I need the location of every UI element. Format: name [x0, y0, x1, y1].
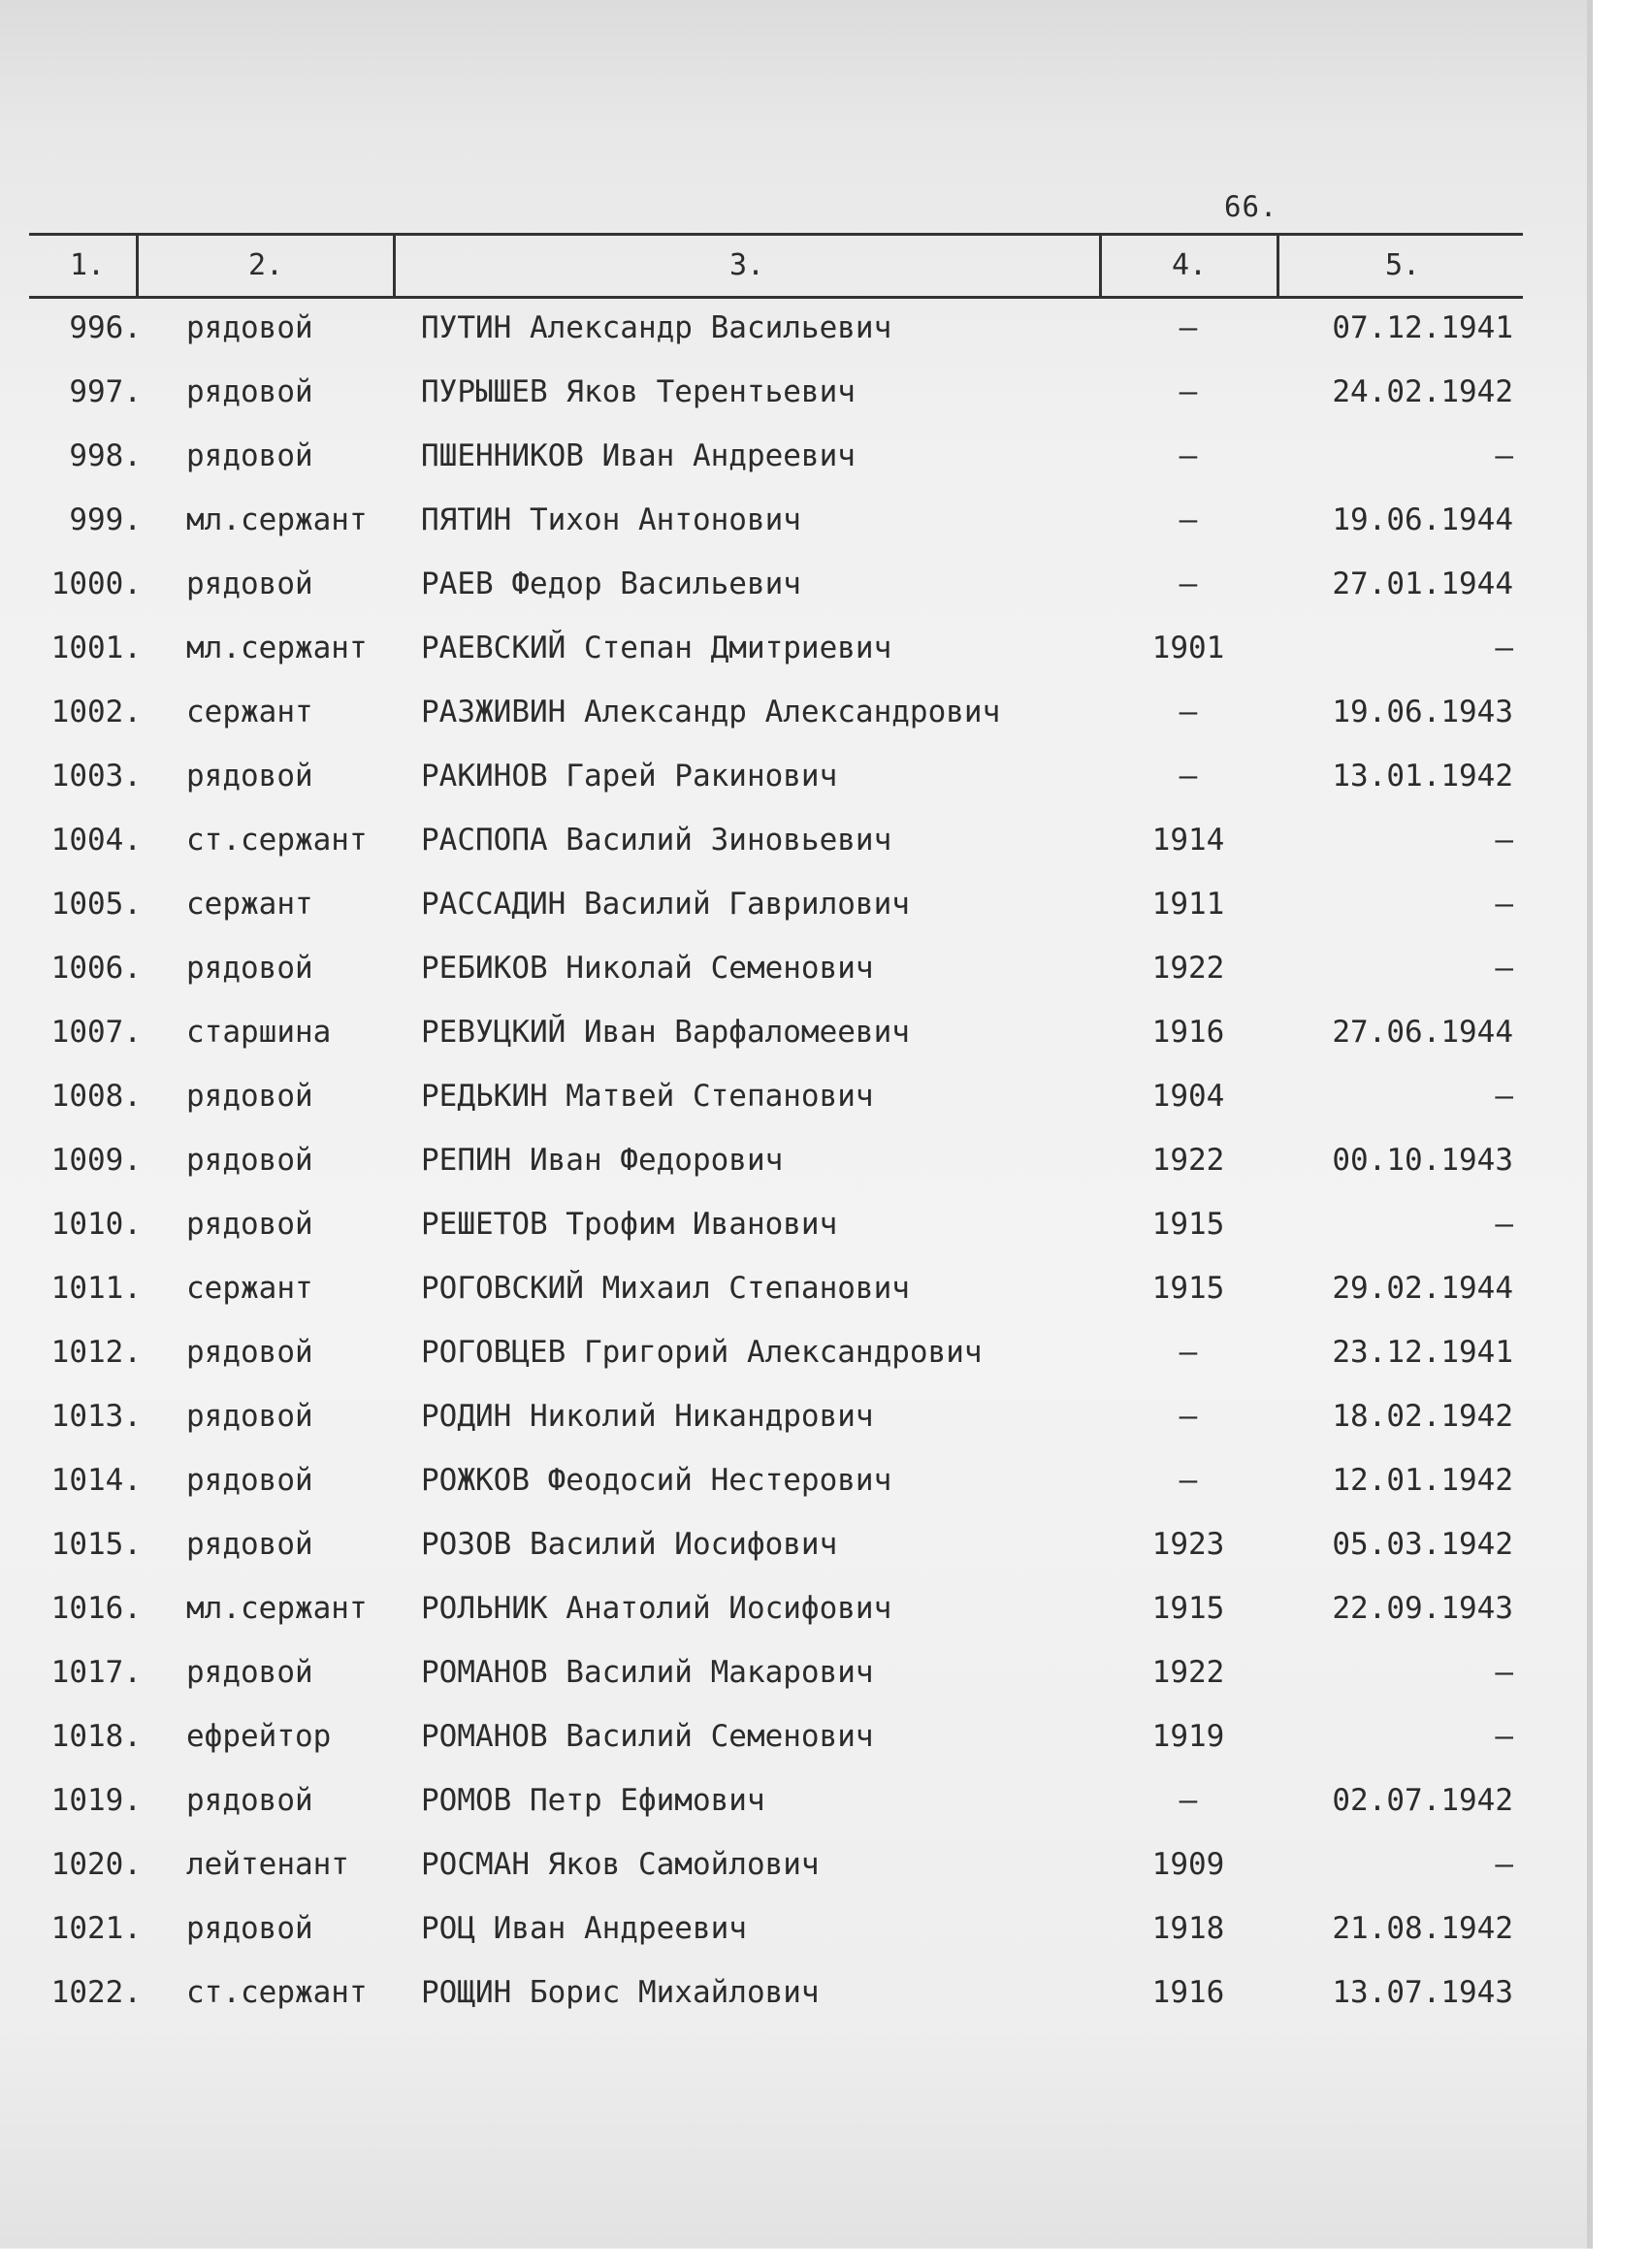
- entry-number: 1014.: [50, 1463, 142, 1498]
- column-header: 1.: [69, 248, 106, 282]
- birth-year: –: [1179, 310, 1198, 345]
- entry-number: 1002.: [50, 695, 142, 729]
- entry-number: 1012.: [50, 1335, 142, 1370]
- table-row: [0, 310, 1591, 353]
- military-rank: сержант: [186, 1271, 313, 1306]
- person-name: РОМАНОВ Василий Макарович: [421, 1655, 874, 1690]
- column-divider: [393, 235, 396, 298]
- military-rank: мл.сержант: [186, 1591, 368, 1626]
- person-name: РЕПИН Иван Федорович: [421, 1143, 784, 1178]
- birth-year: 1915: [1151, 1271, 1225, 1306]
- military-rank: мл.сержант: [186, 502, 368, 537]
- entry-number: 1003.: [50, 759, 142, 794]
- date-of-death: 23.12.1941: [1332, 1335, 1513, 1370]
- person-name: РАЕВСКИЙ Степан Дмитриевич: [421, 631, 892, 665]
- date-of-death: 19.06.1944: [1332, 502, 1513, 537]
- entry-number: 1009.: [50, 1143, 142, 1178]
- military-rank: рядовой: [186, 374, 313, 409]
- birth-year: 1911: [1151, 887, 1225, 922]
- table-row: [0, 1207, 1591, 1249]
- entry-number: 999.: [69, 502, 142, 537]
- table-row: [0, 1655, 1591, 1698]
- table-row: [0, 1783, 1591, 1826]
- military-rank: сержант: [186, 695, 313, 729]
- entry-number: 1022.: [50, 1975, 142, 2010]
- entry-number: 1018.: [50, 1719, 142, 1754]
- date-of-death: 18.02.1942: [1332, 1399, 1513, 1434]
- military-rank: рядовой: [186, 1527, 313, 1562]
- birth-year: 1909: [1151, 1847, 1225, 1882]
- table-row: [0, 1399, 1591, 1442]
- entry-number: 1013.: [50, 1399, 142, 1434]
- birth-year: –: [1179, 438, 1198, 473]
- table-row: [0, 695, 1591, 737]
- entry-number: 1016.: [50, 1591, 142, 1626]
- date-of-death: –: [1495, 438, 1513, 473]
- military-rank: сержант: [186, 887, 313, 922]
- date-of-death: 27.01.1944: [1332, 567, 1513, 601]
- table-row: [0, 1143, 1591, 1185]
- table-row: [0, 1271, 1591, 1313]
- table-row: [0, 1719, 1591, 1762]
- person-name: РАЕВ Федор Васильевич: [421, 567, 801, 601]
- birth-year: –: [1179, 759, 1198, 794]
- date-of-death: –: [1495, 1719, 1513, 1754]
- date-of-death: 24.02.1942: [1332, 374, 1513, 409]
- date-of-death: 13.01.1942: [1332, 759, 1513, 794]
- table-row: [0, 1463, 1591, 1506]
- person-name: РОДИН Николий Никандрович: [421, 1399, 874, 1434]
- entry-number: 1010.: [50, 1207, 142, 1242]
- person-name: РЕБИКОВ Николай Семенович: [421, 951, 874, 986]
- column-header: 4.: [1171, 248, 1208, 282]
- date-of-death: 19.06.1943: [1332, 695, 1513, 729]
- entry-number: 1004.: [50, 823, 142, 858]
- date-of-death: 13.07.1943: [1332, 1975, 1513, 2010]
- column-divider: [1277, 235, 1279, 298]
- column-divider: [136, 235, 139, 298]
- person-name: РОЛЬНИК Анатолий Иосифович: [421, 1591, 892, 1626]
- column-header: 5.: [1384, 248, 1421, 282]
- military-rank: рядовой: [186, 1079, 313, 1114]
- table-row: [0, 438, 1591, 481]
- military-rank: мл.сержант: [186, 631, 368, 665]
- military-rank: рядовой: [186, 1655, 313, 1690]
- person-name: РОСМАН Яков Самойлович: [421, 1847, 820, 1882]
- entry-number: 998.: [69, 438, 142, 473]
- table-row: [0, 1911, 1591, 1954]
- table-row: [0, 1591, 1591, 1634]
- birth-year: –: [1179, 1335, 1198, 1370]
- table-row: [0, 1527, 1591, 1570]
- person-name: РОЖКОВ Феодосий Нестерович: [421, 1463, 892, 1498]
- person-name: РОЦ Иван Андреевич: [421, 1911, 747, 1946]
- military-rank: старшина: [186, 1015, 332, 1050]
- person-name: РОЗОВ Василий Иосифович: [421, 1527, 838, 1562]
- person-name: ПШЕННИКОВ Иван Андреевич: [421, 438, 856, 473]
- entry-number: 1017.: [50, 1655, 142, 1690]
- military-rank: рядовой: [186, 438, 313, 473]
- table-row: [0, 1847, 1591, 1890]
- column-header: 2.: [247, 248, 284, 282]
- birth-year: 1914: [1151, 823, 1225, 858]
- date-of-death: –: [1495, 823, 1513, 858]
- table-row: [0, 823, 1591, 865]
- date-of-death: 27.06.1944: [1332, 1015, 1513, 1050]
- person-name: РАСПОПА Василий Зиновьевич: [421, 823, 892, 858]
- date-of-death: –: [1495, 951, 1513, 986]
- birth-year: 1916: [1151, 1015, 1225, 1050]
- military-rank: рядовой: [186, 951, 313, 986]
- birth-year: 1916: [1151, 1975, 1225, 2010]
- table-row: [0, 887, 1591, 929]
- entry-number: 1019.: [50, 1783, 142, 1818]
- person-name: РАССАДИН Василий Гаврилович: [421, 887, 910, 922]
- birth-year: 1918: [1151, 1911, 1225, 1946]
- military-rank: рядовой: [186, 1911, 313, 1946]
- person-name: РОМОВ Петр Ефимович: [421, 1783, 765, 1818]
- entry-number: 1011.: [50, 1271, 142, 1306]
- military-rank: рядовой: [186, 1783, 313, 1818]
- entry-number: 997.: [69, 374, 142, 409]
- entry-number: 1008.: [50, 1079, 142, 1114]
- date-of-death: –: [1495, 1079, 1513, 1114]
- table-row: [0, 567, 1591, 609]
- table-row: [0, 502, 1591, 545]
- entry-number: 1007.: [50, 1015, 142, 1050]
- date-of-death: 29.02.1944: [1332, 1271, 1513, 1306]
- birth-year: 1922: [1151, 951, 1225, 986]
- date-of-death: –: [1495, 1847, 1513, 1882]
- table-row: [0, 1015, 1591, 1057]
- date-of-death: 21.08.1942: [1332, 1911, 1513, 1946]
- table-row: [0, 374, 1591, 417]
- military-rank: рядовой: [186, 1399, 313, 1434]
- birth-year: 1922: [1151, 1143, 1225, 1178]
- date-of-death: 22.09.1943: [1332, 1591, 1513, 1626]
- military-rank: рядовой: [186, 1143, 313, 1178]
- column-header: 3.: [728, 248, 765, 282]
- military-rank: рядовой: [186, 1463, 313, 1498]
- person-name: ПЯТИН Тихон Антонович: [421, 502, 801, 537]
- birth-year: 1923: [1151, 1527, 1225, 1562]
- birth-year: 1901: [1151, 631, 1225, 665]
- column-divider: [1099, 235, 1102, 298]
- entry-number: 1001.: [50, 631, 142, 665]
- person-name: РОГОВЦЕВ Григорий Александрович: [421, 1335, 983, 1370]
- person-name: РЕДЬКИН Матвей Степанович: [421, 1079, 874, 1114]
- birth-year: –: [1179, 374, 1198, 409]
- page-number: 66.: [1224, 190, 1278, 223]
- entry-number: 1015.: [50, 1527, 142, 1562]
- military-rank: ст.сержант: [186, 823, 368, 858]
- military-rank: рядовой: [186, 567, 313, 601]
- table-row: [0, 1335, 1591, 1377]
- date-of-death: –: [1495, 631, 1513, 665]
- date-of-death: 02.07.1942: [1332, 1783, 1513, 1818]
- person-name: ПУТИН Александр Васильевич: [421, 310, 892, 345]
- person-name: РОМАНОВ Василий Семенович: [421, 1719, 874, 1754]
- date-of-death: 00.10.1943: [1332, 1143, 1513, 1178]
- birth-year: 1904: [1151, 1079, 1225, 1114]
- entry-number: 996.: [69, 310, 142, 345]
- birth-year: 1915: [1151, 1207, 1225, 1242]
- date-of-death: 07.12.1941: [1332, 310, 1513, 345]
- military-rank: ефрейтор: [186, 1719, 332, 1754]
- military-rank: рядовой: [186, 310, 313, 345]
- table-row: [0, 631, 1591, 673]
- entry-number: 1021.: [50, 1911, 142, 1946]
- person-name: РЕШЕТОВ Трофим Иванович: [421, 1207, 838, 1242]
- person-name: РОЩИН Борис Михайлович: [421, 1975, 820, 2010]
- entry-number: 1020.: [50, 1847, 142, 1882]
- birth-year: –: [1179, 1399, 1198, 1434]
- date-of-death: 05.03.1942: [1332, 1527, 1513, 1562]
- birth-year: –: [1179, 1463, 1198, 1498]
- birth-year: –: [1179, 567, 1198, 601]
- table-row: [0, 1079, 1591, 1121]
- person-name: РЕВУЦКИЙ Иван Варфаломеевич: [421, 1015, 910, 1050]
- birth-year: –: [1179, 1783, 1198, 1818]
- person-name: РОГОВСКИЙ Михаил Степанович: [421, 1271, 910, 1306]
- table-header-rule: [29, 296, 1523, 299]
- birth-year: 1915: [1151, 1591, 1225, 1626]
- entry-number: 1006.: [50, 951, 142, 986]
- birth-year: 1922: [1151, 1655, 1225, 1690]
- person-name: РАЗЖИВИН Александр Александрович: [421, 695, 1001, 729]
- entry-number: 1005.: [50, 887, 142, 922]
- military-rank: ст.сержант: [186, 1975, 368, 2010]
- military-rank: лейтенант: [186, 1847, 349, 1882]
- table-row: [0, 1975, 1591, 2018]
- table-top-rule: [29, 233, 1523, 236]
- entry-number: 1000.: [50, 567, 142, 601]
- table-row: [0, 759, 1591, 801]
- date-of-death: –: [1495, 1655, 1513, 1690]
- military-rank: рядовой: [186, 1335, 313, 1370]
- date-of-death: –: [1495, 887, 1513, 922]
- person-name: РАКИНОВ Гарей Ракинович: [421, 759, 838, 794]
- birth-year: 1919: [1151, 1719, 1225, 1754]
- military-rank: рядовой: [186, 1207, 313, 1242]
- birth-year: –: [1179, 502, 1198, 537]
- military-rank: рядовой: [186, 759, 313, 794]
- person-name: ПУРЫШЕВ Яков Терентьевич: [421, 374, 856, 409]
- date-of-death: –: [1495, 1207, 1513, 1242]
- birth-year: –: [1179, 695, 1198, 729]
- date-of-death: 12.01.1942: [1332, 1463, 1513, 1498]
- table-row: [0, 951, 1591, 993]
